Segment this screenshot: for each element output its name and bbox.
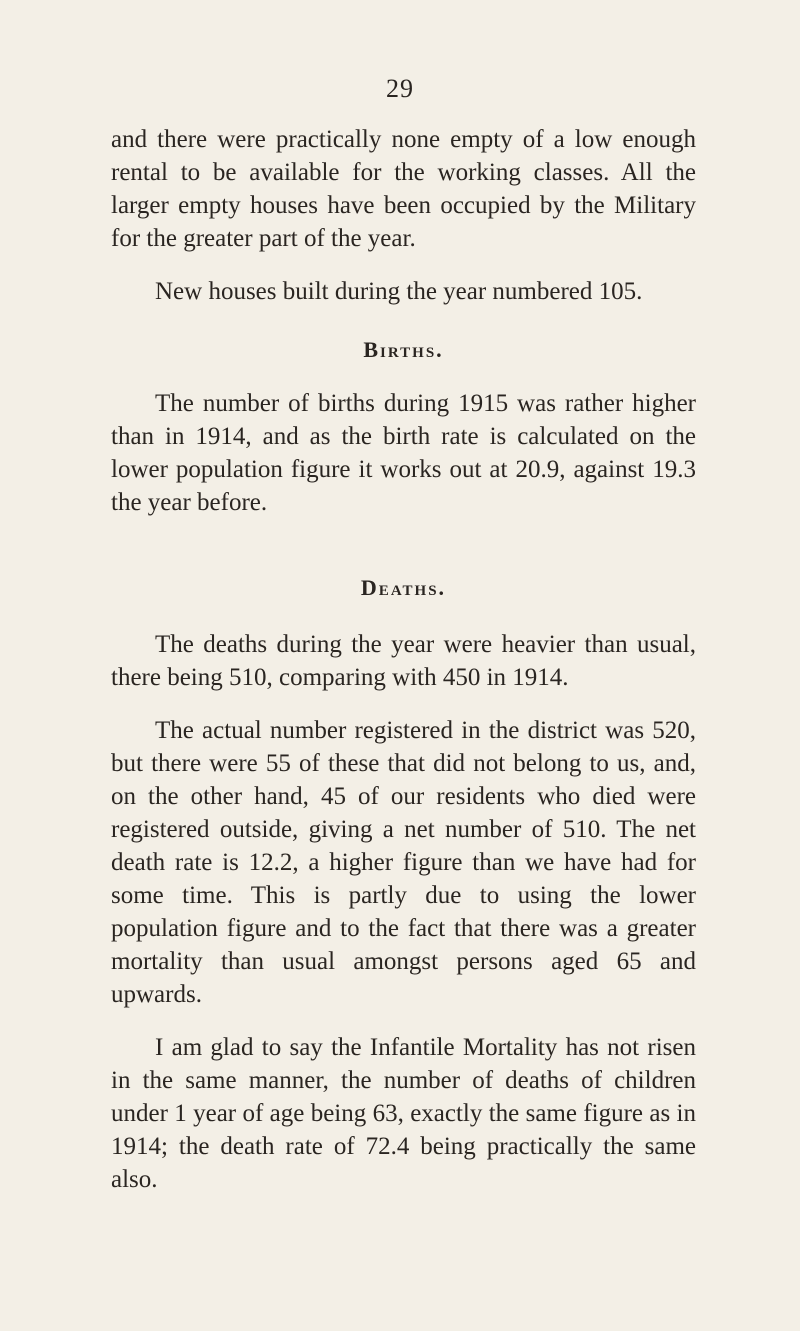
paragraph-deaths-summary: The deaths during the year were heavier than usual, there being 510, comparing with 450 in 1914. (111, 631, 696, 691)
section-heading-deaths: Deaths. (360, 575, 447, 600)
paragraph-housing-continuation: and there were practically none empty of a low enough rental to be available for the working classes. All the larger empty houses have been occupied by the Military for the greater part of the year. (111, 126, 696, 252)
page-number: 29 (386, 74, 414, 103)
paragraph-births: The number of births during 1915 was rather higher than in 1914, and as the birth rate is calculated on the lower population figure it works out at 20.9, against 19.3 the year before. (111, 390, 696, 516)
paragraph-deaths-detail: The actual number registered in the district was 520, but there were 55 of these that did not belong to us, and, on the other hand, 45 of our residents who died were registered outside, giving a net number of 510. The net death rate is 12.2, a higher figure than we have had for some time. This is partly due to using the lower population figure and to the fact that there was a greater mortality than usual amongst persons aged 65 and upwards. (111, 717, 696, 1008)
section-heading-births: Births. (363, 337, 444, 362)
page-body (111, 123, 696, 1196)
paragraph-new-houses: New houses built during the year numbered 105. (155, 278, 643, 305)
paragraph-infantile-mortality: I am glad to say the Infantile Mortality has not risen in the same manner, the number of deaths of children under 1 year of age being 63, exactly the same figure as in 1914; the death rate of 72.4 being practically the same also. (111, 1034, 696, 1193)
